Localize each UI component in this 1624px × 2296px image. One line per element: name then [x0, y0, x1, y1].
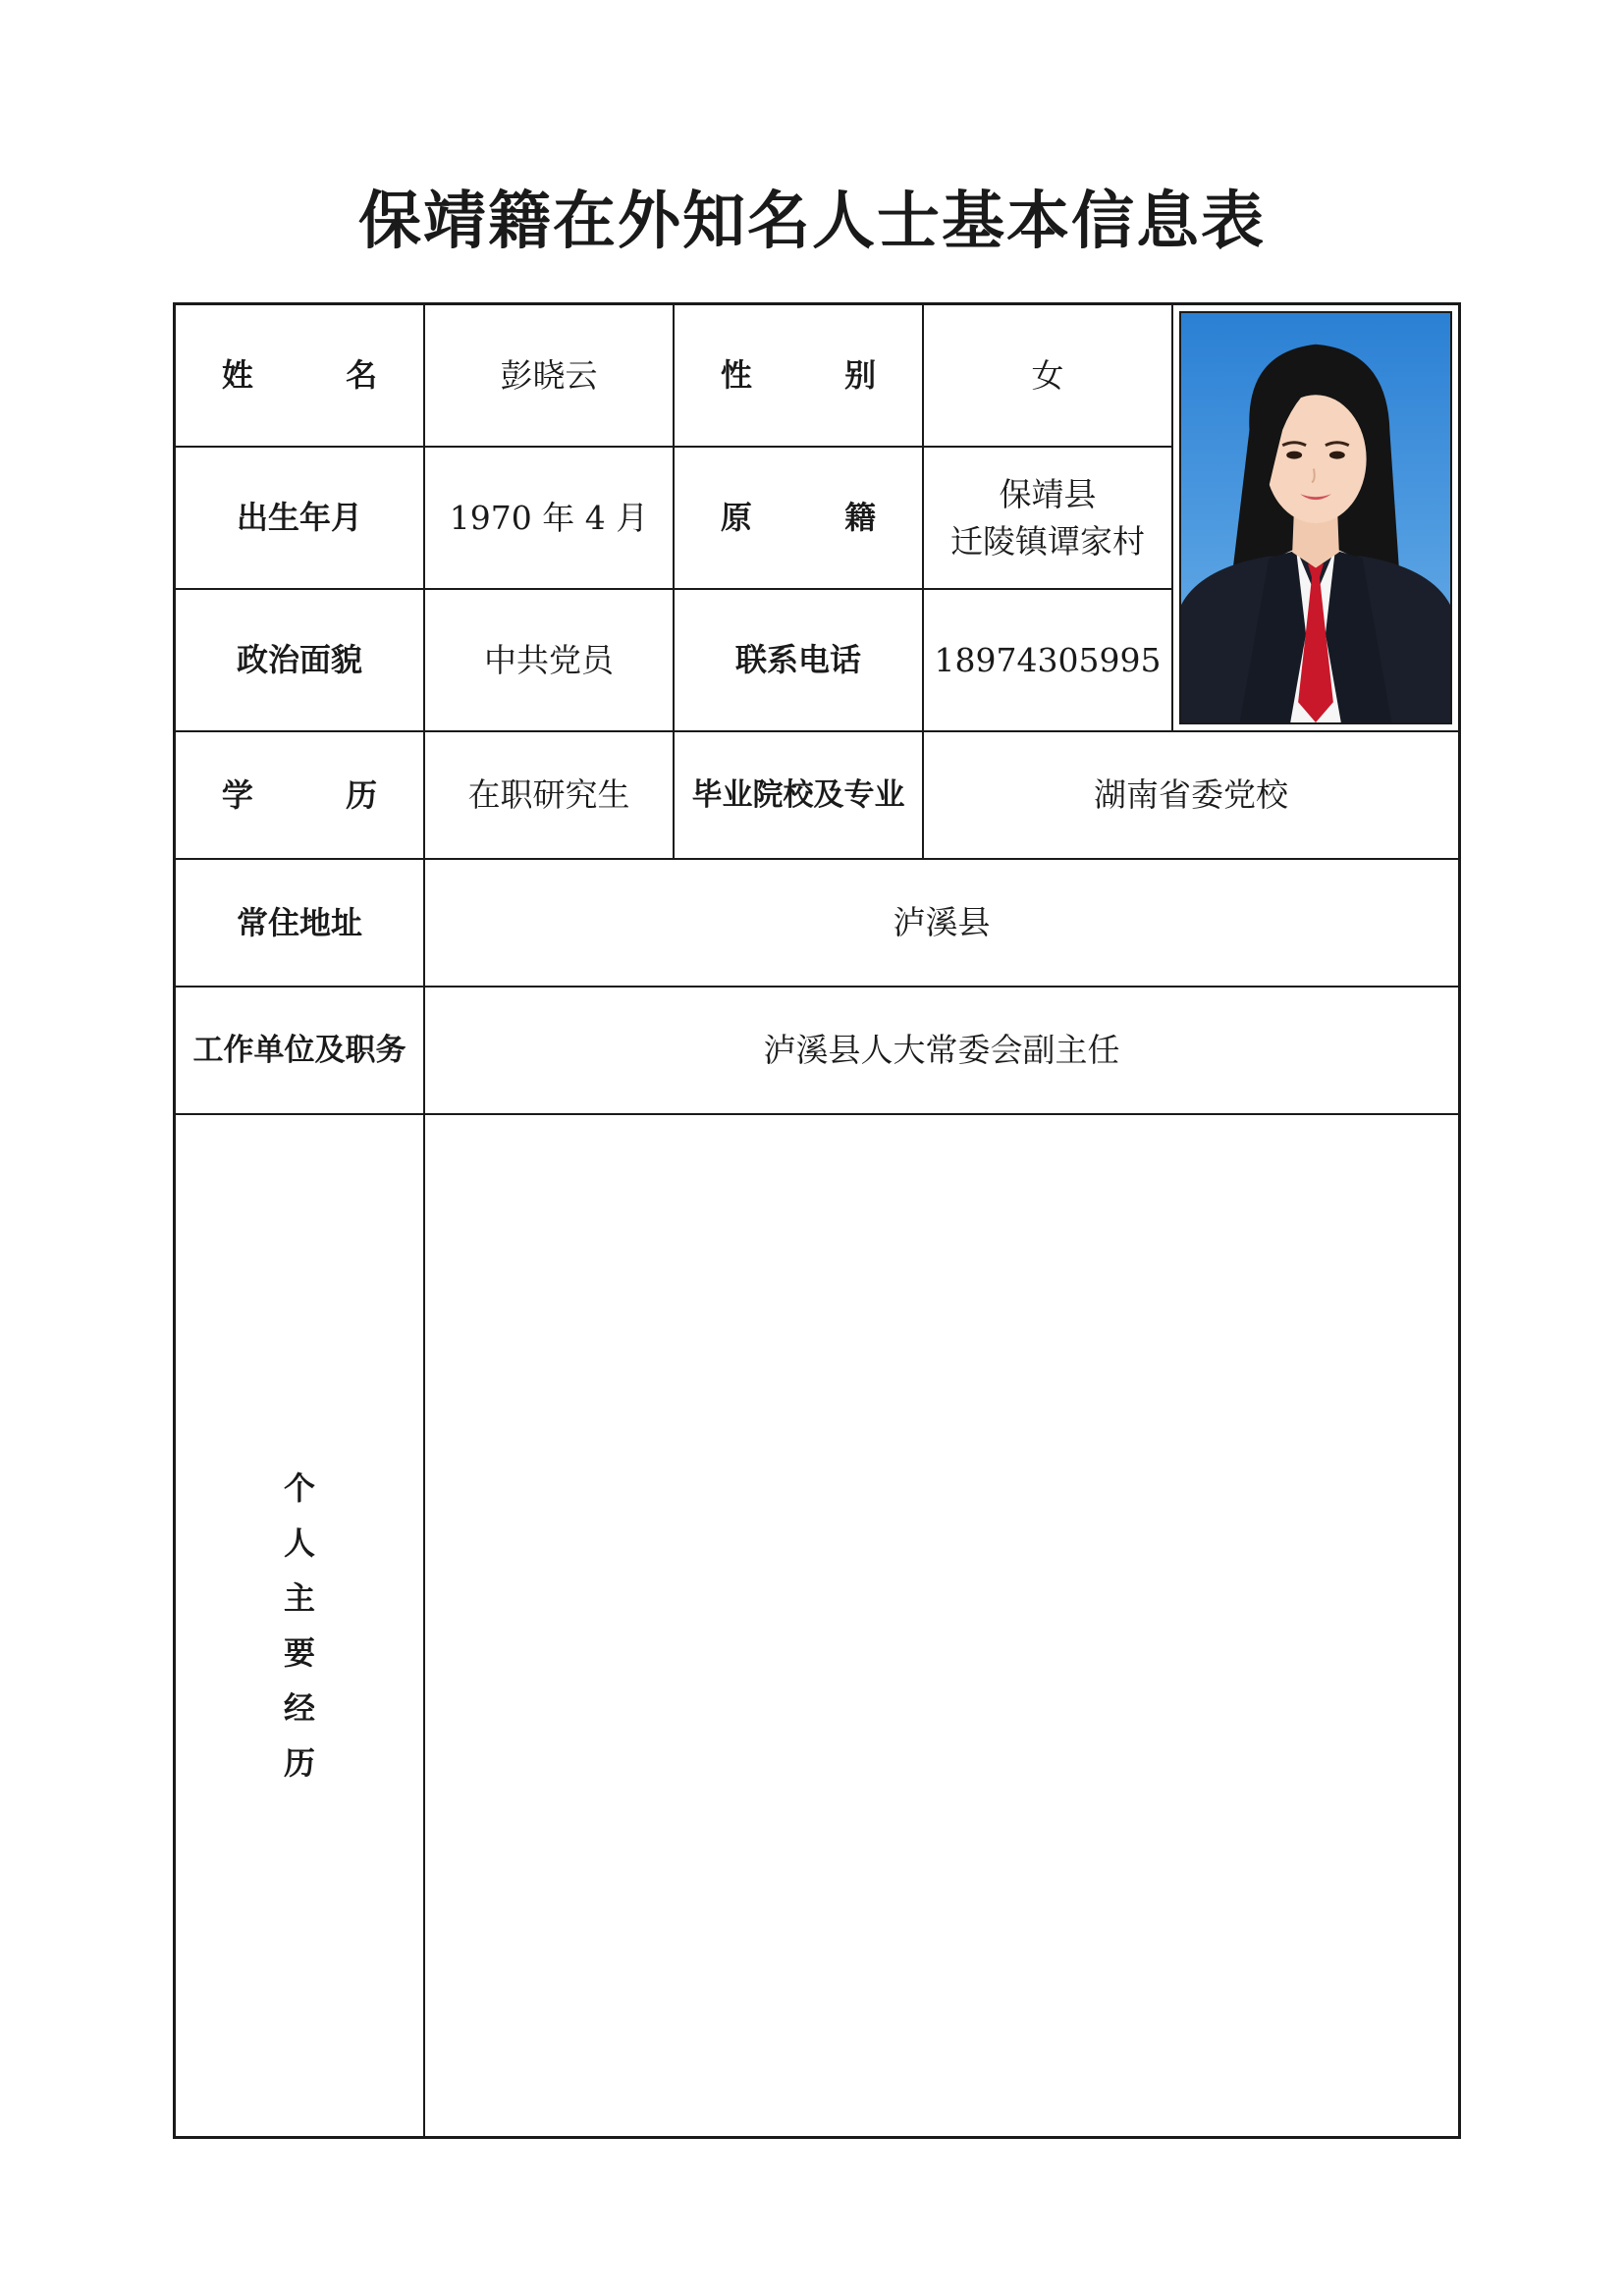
origin-value: [924, 448, 1173, 590]
address-label: 常住地址: [176, 860, 425, 988]
experience-label-char: 要: [283, 1634, 315, 1672]
phone-value: 18974305995: [924, 590, 1173, 732]
page-title: 保靖籍在外知名人士基本信息表: [358, 185, 1266, 258]
info-table: [173, 302, 1461, 2139]
address-value: 泸溪县: [425, 860, 1458, 988]
experience-label-char: 人: [283, 1524, 315, 1562]
experience-label-char: 主: [283, 1579, 315, 1617]
experience-label: [176, 1115, 425, 2136]
portrait-illustration: [1181, 313, 1450, 722]
school-label: 毕业院校及专业: [675, 732, 924, 860]
school-value: 湖南省委党校: [924, 732, 1458, 860]
work-value: 泸溪县人大常委会副主任: [425, 988, 1458, 1115]
photo-cell: [1173, 305, 1458, 732]
political-value: 中共党员: [425, 590, 675, 732]
experience-label-char: 历: [283, 1744, 315, 1782]
birth-label: 出生年月: [176, 448, 425, 590]
education-label: 学 历: [176, 732, 425, 860]
experience-label-char: 经: [283, 1689, 315, 1727]
name-value: 彭晓云: [425, 305, 675, 448]
portrait-photo-icon: [1179, 311, 1452, 724]
origin-label: 原 籍: [675, 448, 924, 590]
birth-value: 1970 年 4 月: [425, 448, 675, 590]
name-label: 姓 名: [176, 305, 425, 448]
gender-value: 女: [924, 305, 1173, 448]
political-label: 政治面貌: [176, 590, 425, 732]
experience-label-char: 个: [283, 1469, 315, 1507]
education-value: 在职研究生: [425, 732, 675, 860]
origin-line-1: 保靖县: [999, 474, 1097, 513]
phone-label: 联系电话: [675, 590, 924, 732]
experience-value: [425, 1115, 1458, 2136]
origin-line-2: 迁陵镇谭家村: [950, 521, 1145, 561]
work-label: 工作单位及职务: [176, 988, 425, 1115]
gender-label: 性 别: [675, 305, 924, 448]
